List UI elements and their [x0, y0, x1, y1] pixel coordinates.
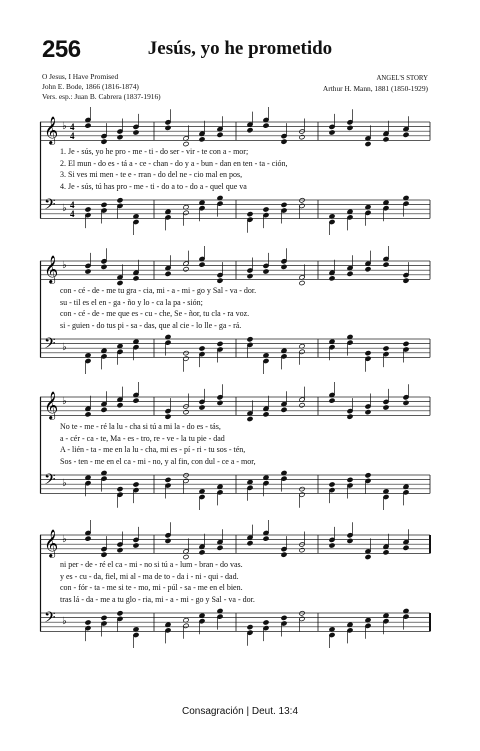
- note-head: [299, 134, 305, 139]
- text-author: John E. Bode, 1866 (1816-1874): [42, 82, 139, 91]
- note-head: [299, 403, 305, 408]
- music-system: [40, 531, 430, 661]
- note-head: [263, 269, 269, 274]
- treble-clef-icon: 𝄞: [44, 529, 59, 557]
- note-head: [217, 132, 223, 137]
- tune-name: ANGEL'S STORY: [376, 75, 428, 82]
- note-head: [117, 403, 123, 408]
- note-head: [281, 202, 287, 207]
- english-title: O Jesus, I Have Promised: [42, 72, 119, 81]
- note-head: [165, 414, 171, 419]
- lyric-line: 3. Si ves mi men - te e - rran - do del ne - cio mal en pos,: [60, 170, 243, 179]
- composer: Arthur H. Mann, 1881 (1850-1929): [322, 84, 428, 93]
- footer-separator: |: [246, 706, 250, 717]
- note-head: [199, 550, 205, 555]
- note-head: [165, 477, 171, 482]
- lyric-line: con - cé - de - me que es - cu - che, Se - ñor, tu cla - ra voz.: [60, 309, 250, 318]
- note-head: [329, 276, 335, 281]
- note-head: [199, 405, 205, 410]
- flat-icon: ♭: [62, 478, 67, 489]
- note-head: [165, 271, 171, 276]
- note-head: [133, 276, 139, 281]
- lyric-line: su - til es el en - ga - ño y lo - ca la pa - sión;: [60, 297, 203, 307]
- note-head: [247, 337, 253, 342]
- footer: [0, 706, 480, 717]
- note-head: [403, 278, 409, 283]
- flat-icon: ♭: [62, 203, 67, 214]
- note-head: [101, 202, 107, 207]
- note-head: [199, 262, 205, 267]
- note-head: [263, 536, 269, 541]
- note-head: [85, 207, 91, 212]
- note-head: [403, 545, 409, 550]
- footer-topic: Consagración: [181, 706, 244, 717]
- credits-right: [322, 75, 428, 94]
- note-head: [263, 123, 269, 128]
- note-head: [133, 130, 139, 135]
- credits-left: [42, 72, 161, 102]
- bass-clef-icon: 𝄢: [44, 335, 56, 356]
- note-head: [133, 398, 139, 403]
- note-head: [199, 346, 205, 351]
- treble-clef-icon: 𝄞: [44, 116, 59, 144]
- music-system: [40, 393, 430, 523]
- note-head: [329, 130, 335, 135]
- lyric-line: A - lién - ta - me en la lu - cha, mi es - pí - ri - tu sos - tén,: [60, 445, 246, 454]
- note-head: [117, 547, 123, 552]
- note-head: [165, 125, 171, 130]
- time-signature: 4: [70, 131, 75, 141]
- note-head: [133, 543, 139, 548]
- note-head: [383, 405, 389, 410]
- note-head: [347, 271, 353, 276]
- note-head: [133, 482, 139, 487]
- hymn-title: Jesús, yo he prometido: [147, 38, 333, 59]
- music-system: [40, 118, 430, 248]
- note-head: [329, 543, 335, 548]
- flat-icon: ♭: [62, 534, 67, 545]
- note-head: [217, 400, 223, 405]
- note-head: [85, 269, 91, 274]
- note-head: [403, 400, 409, 405]
- note-head: [247, 624, 253, 629]
- treble-clef-icon: 𝄞: [44, 255, 59, 283]
- note-head: [281, 552, 287, 557]
- lyric-line: Sos - ten - me en el ca - mi - no, y al fin, con dul - ce a - mor,: [60, 456, 256, 466]
- note-head: [101, 552, 107, 557]
- lyric-line: con - fór - ta - me si te - mo, mi - púl - sa - me en el bien.: [60, 583, 243, 592]
- time-signature: 4: [70, 200, 75, 210]
- note-head: [217, 545, 223, 550]
- note-head: [281, 407, 287, 412]
- note-head: [85, 412, 91, 417]
- note-head: [183, 409, 189, 414]
- lyrics-block: [60, 559, 400, 605]
- note-head: [183, 267, 189, 272]
- footer-reference: Deut. 13:4: [251, 706, 299, 717]
- note-head: [347, 538, 353, 543]
- note-head: [403, 132, 409, 137]
- time-signature: 4: [70, 209, 75, 219]
- note-head: [383, 262, 389, 267]
- lyrics-block: [60, 421, 400, 467]
- hymn-number: 256: [42, 36, 81, 63]
- note-head: [165, 538, 171, 543]
- lyric-line: a - cér - ca - te, Ma - es - tro, re - ve - la tu pie - dad: [60, 433, 225, 443]
- note-head: [263, 412, 269, 417]
- note-head: [101, 615, 107, 620]
- bass-clef-icon: 𝄢: [44, 471, 56, 492]
- note-head: [117, 486, 123, 491]
- note-head: [365, 350, 371, 355]
- lyrics-block: [60, 285, 400, 331]
- note-head: [383, 550, 389, 555]
- note-head: [247, 273, 253, 278]
- treble-clef-icon: 𝄞: [44, 391, 59, 419]
- flat-icon: ♭: [62, 260, 67, 271]
- note-head: [403, 341, 409, 346]
- note-head: [347, 414, 353, 419]
- lyric-line: tras lá - da - me a tu glo - ria, mi - a - mi - go y Sal - va - dor.: [60, 594, 255, 604]
- bass-clef-icon: 𝄢: [44, 609, 56, 630]
- note-head: [247, 211, 253, 216]
- music-system: [40, 257, 430, 387]
- flat-icon: ♭: [62, 616, 67, 627]
- time-signature: 4: [70, 122, 75, 132]
- note-head: [347, 125, 353, 130]
- lyric-line: si - guien - do tus pi - sa - das, que al cie - lo lle - ga - rá.: [60, 320, 242, 330]
- note-head: [263, 207, 269, 212]
- note-head: [347, 477, 353, 482]
- note-head: [365, 473, 371, 478]
- note-head: [85, 123, 91, 128]
- note-head: [329, 398, 335, 403]
- note-head: [101, 139, 107, 144]
- note-head: [101, 407, 107, 412]
- note-head: [383, 137, 389, 142]
- note-head: [281, 264, 287, 269]
- flat-icon: ♭: [62, 342, 67, 353]
- note-head: [117, 611, 123, 616]
- lyric-line: 2. El mun - do es - tá a - ce - chan - do y a - bun - dan en ten - ta - ción,: [60, 158, 288, 168]
- note-head: [117, 134, 123, 139]
- note-head: [299, 547, 305, 552]
- lyric-line: No te - me - ré la lu - cha si tú a mi la - do es - tás,: [60, 422, 221, 431]
- lyric-line: y es - cu - da, fiel, mi al - ma de to - da i - ni - qui - dad.: [60, 571, 239, 581]
- bass-clef-icon: 𝄢: [44, 196, 56, 217]
- lyric-line: 1. Je - sús, yo he pro - me - ti - do ser - vir - te con a - mor;: [60, 147, 249, 156]
- note-head: [247, 128, 253, 133]
- lyric-line: con - cé - de - me tu gra - cia, mi - a - mi - go y Sal - va - dor.: [60, 286, 257, 295]
- note-head: [247, 541, 253, 546]
- note-head: [199, 137, 205, 142]
- note-head: [281, 615, 287, 620]
- flat-icon: ♭: [62, 396, 67, 407]
- lyric-line: ni per - de - ré el ca - mi - no si tú a - lum - bran - do vas.: [60, 560, 243, 569]
- note-head: [117, 198, 123, 203]
- note-head: [217, 341, 223, 346]
- note-head: [365, 267, 371, 272]
- note-head: [329, 482, 335, 487]
- note-head: [383, 346, 389, 351]
- note-head: [217, 278, 223, 283]
- note-head: [85, 536, 91, 541]
- note-head: [85, 620, 91, 625]
- lyrics-block: [60, 146, 400, 192]
- note-head: [281, 139, 287, 144]
- note-head: [263, 620, 269, 625]
- lyric-line: 4. Je - sús, tú has pro - me - ti - do a to - do a - quel que va: [60, 181, 247, 191]
- note-head: [101, 264, 107, 269]
- flat-icon: ♭: [62, 121, 67, 132]
- translator: Vers. esp.: Juan B. Cabrera (1837-1916): [42, 92, 161, 101]
- note-head: [365, 409, 371, 414]
